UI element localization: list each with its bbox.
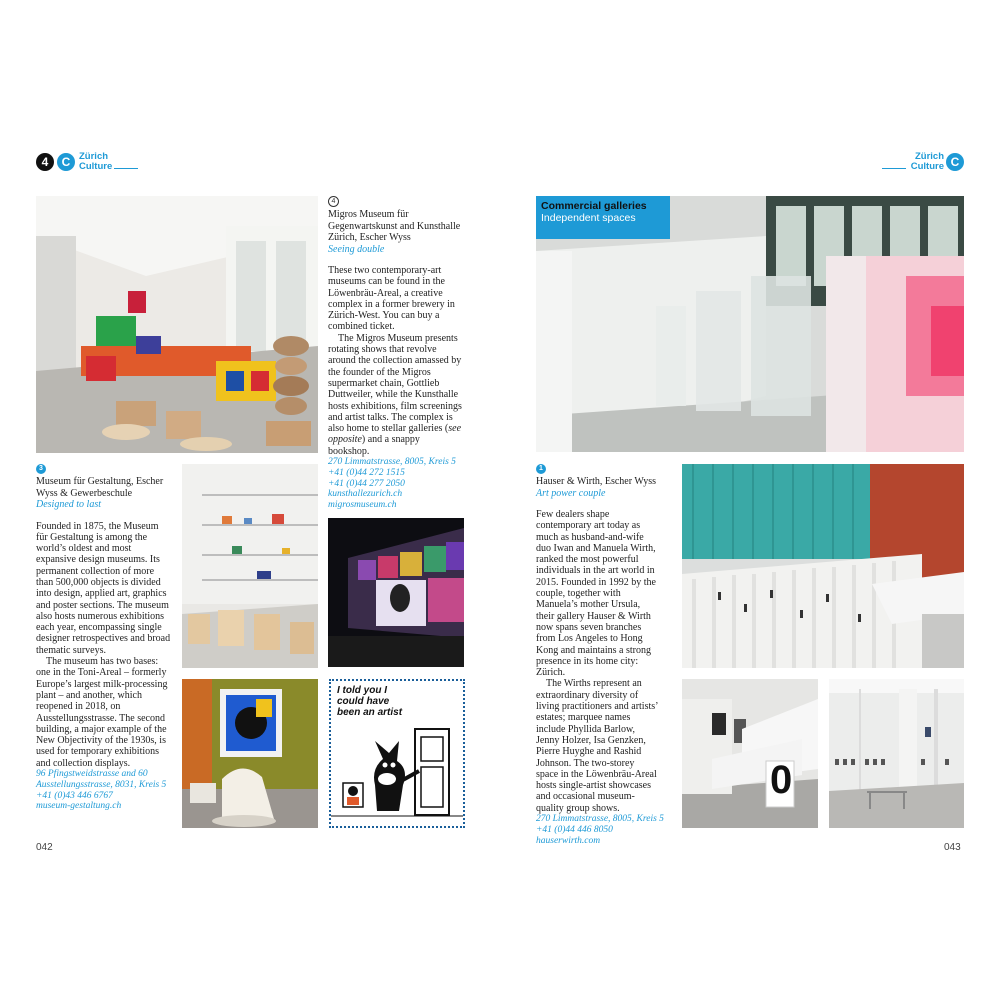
entry-website-link[interactable]: hauserwirth.com	[536, 835, 601, 846]
entry-title: Museum für Gestaltung, Escher Wyss & Gewerbeschule	[36, 476, 164, 499]
entry-number-badge: 4	[328, 196, 339, 207]
cartoon-box	[329, 679, 465, 828]
entry-title: Hauser & Wirth, Escher Wyss	[536, 476, 656, 487]
entry-website-link[interactable]: museum-gestaltung.ch	[36, 801, 122, 812]
entry-address: 270 Limmatstrasse, 8005, Kreis 5	[536, 814, 664, 825]
museum-shelves-photo	[182, 464, 318, 668]
section-box	[536, 196, 670, 239]
entry-subtitle: Seeing double	[328, 243, 385, 255]
entry-title: Migros Museum für Gegenwartskunst and Kunsthalle Zürich, Escher Wyss	[328, 209, 461, 243]
museum-interior-photo	[36, 196, 318, 453]
header-section: Culture	[910, 161, 944, 172]
chapter-letter-badge: C	[946, 153, 964, 171]
entry-phone[interactable]: +41 (0)44 446 8050	[536, 824, 613, 835]
cartoon-dog-door-illustration	[331, 721, 463, 826]
chapter-number-badge: 4	[36, 153, 54, 171]
gallery-wall-label: 0	[770, 758, 793, 802]
entry-number-badge: 1	[536, 464, 546, 474]
section-subtitle: Independent spaces	[541, 212, 636, 224]
entry-body-paragraph: The Wirths represent an extraordinary diversity of living practitioners and artists’ estates; marquee names include Phyllida Barlow, Jenny Holzer, Isa Genzken, Pierre Huyghe and Rashid Johnson. The two-storey space in the Löwenbräu-Areal hosts single-artist showcases and occasional museum-quality group shows.	[536, 678, 658, 814]
entry-phone[interactable]: +41 (0)43 446 6767	[36, 790, 113, 801]
page-number: 042	[36, 842, 53, 853]
entry-subtitle: Art power couple	[536, 487, 606, 499]
entry-body-paragraph: These two contemporary-art museums can be found in the Löwenbräu-Areal, a creative complex in a former brewery in Zürich-West. You can buy a combined ticket.	[328, 265, 455, 333]
page-number: 043	[944, 842, 961, 853]
video-installation-photo	[328, 518, 464, 667]
entry-subtitle: Designed to last	[36, 499, 101, 510]
entry-museum-gestaltung	[36, 476, 176, 812]
header-section: Culture	[79, 161, 113, 172]
header-rule	[882, 168, 906, 169]
section-title: Commercial galleries	[541, 200, 647, 212]
lounge-illustration	[182, 679, 318, 828]
entry-body	[536, 509, 658, 814]
entry-address: 96 Pfingstweidstrasse and 60 Ausstellungsstrasse, 8031, Kreis 5	[36, 769, 167, 790]
gallery-interior-photo	[682, 679, 818, 828]
museum-lounge-photo	[182, 679, 318, 828]
entry-body-paragraph: The museum has two bases: one in the Toni-Areal – formerly Europe’s largest milk-processing plant – and another, which reopened in 2018, on Ausstellungsstrasse. The second building, a major example of the New Objectivity of the 1930s, is used for temporary exhibitions and collection displays.	[36, 656, 168, 769]
museum-interior-illustration	[36, 196, 318, 453]
header-rule	[114, 168, 138, 169]
entry-hauser-wirth	[536, 476, 676, 846]
entry-body	[36, 521, 172, 770]
entry-body-paragraph: Founded in 1875, the Museum für Gestaltung is among the world’s oldest and most expansive design museums. Its permanent collection of more than 500,000 objects is divided into design, applied art, graphics and poster sections. The museum also hosts numerous exhibitions each year, encompassing single designer retrospectives and broad thematic surveys.	[36, 520, 171, 656]
entry-phone[interactable]: +41 (0)44 277 2050	[328, 478, 405, 489]
header-city: Zürich	[79, 151, 109, 162]
cross-reference: see opposite	[328, 423, 462, 446]
gallery-interior-illustration	[682, 679, 818, 828]
entry-body	[328, 265, 462, 457]
chapter-letter-badge: C	[57, 153, 75, 171]
cartoon-caption: I told you I could have been an artist	[337, 685, 403, 718]
shelves-illustration	[182, 464, 318, 668]
video-installation-illustration	[328, 518, 464, 667]
entry-address: 270 Limmatstrasse, 8005, Kreis 5	[328, 457, 456, 468]
entry-website-link[interactable]: migrosmuseum.ch	[328, 500, 397, 511]
gallery-interior-2-illustration	[829, 679, 964, 828]
building-exterior-illustration	[682, 464, 964, 668]
entry-body-paragraph: Few dealers shape contemporary art today as much as husband-and-wife duo Iwan and Manuela Wirth, ranked the most powerful individuals in the art world in 2015. Founded in 1992 by the couple, together with Manuela’s mother Ursula, their gallery Hauser & Wirth now spans seven branches from Los Angeles to Hong Kong and maintains a strong presence in its home city: Zürich.	[536, 509, 656, 679]
entry-number-badge: 3	[36, 464, 46, 474]
building-exterior-photo	[682, 464, 964, 668]
gallery-interior-photo-2	[829, 679, 964, 828]
entry-body-paragraph: The Migros Museum presents rotating shows that revolve around the collection amassed by the founder of the Migros supermarket chain, Gottlieb Duttweiler, while the Kunsthalle hosts exhibitions, film screenings and artist talks. The complex is also home to stellar galleries (see opposite) and a snappy bookshop.	[328, 332, 462, 457]
entry-website-link[interactable]: kunsthallezurich.ch	[328, 489, 403, 500]
entry-migros-kunsthalle	[328, 209, 464, 511]
header-city: Zürich	[914, 151, 944, 162]
entry-phone[interactable]: +41 (0)44 272 1515	[328, 467, 405, 478]
